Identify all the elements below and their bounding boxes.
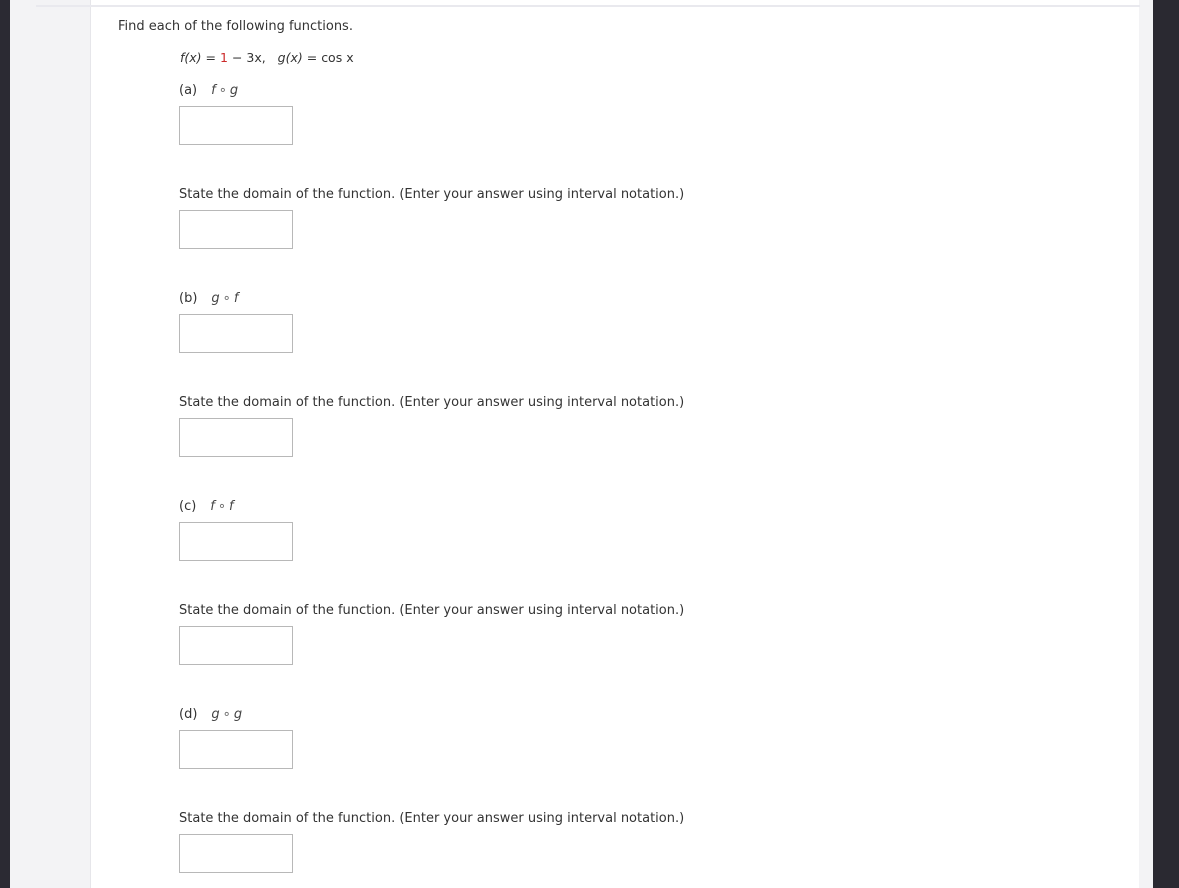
part-a-domain-prompt: State the domain of the function. (Enter your answer using interval notation.) xyxy=(179,187,685,202)
part-c-answer-input[interactable] xyxy=(179,522,293,561)
part-label-text: (d) xyxy=(179,707,198,722)
f-expression-rest: − 3x, xyxy=(227,50,266,65)
top-divider xyxy=(36,5,1140,7)
right-window-border xyxy=(1153,0,1179,888)
part-a-answer-input[interactable] xyxy=(179,106,293,145)
part-label-text: (c) xyxy=(179,499,197,514)
g-label: g(x) xyxy=(277,50,303,65)
part-d-domain-input[interactable] xyxy=(179,834,293,873)
f-expression-constant: 1 xyxy=(220,50,228,65)
part-label-text: (a) xyxy=(179,83,198,98)
part-d-label xyxy=(179,707,242,722)
part-b-label xyxy=(179,291,238,306)
part-c-domain-input[interactable] xyxy=(179,626,293,665)
left-window-border xyxy=(0,0,10,888)
part-d-domain-prompt: State the domain of the function. (Enter your answer using interval notation.) xyxy=(179,811,685,826)
equals-sign: = xyxy=(205,50,217,65)
f-label: f(x) xyxy=(180,50,202,65)
g-expression: cos x xyxy=(321,50,354,65)
part-b-answer-input[interactable] xyxy=(179,314,293,353)
function-definitions xyxy=(180,50,354,65)
question-prompt: Find each of the following functions. xyxy=(118,19,353,34)
part-d-answer-input[interactable] xyxy=(179,730,293,769)
part-label-text: (b) xyxy=(179,291,198,306)
part-b-domain-prompt: State the domain of the function. (Enter your answer using interval notation.) xyxy=(179,395,685,410)
composition-expression: f ∘ g xyxy=(211,83,239,98)
composition-expression: g ∘ f xyxy=(211,291,239,306)
composition-expression: f ∘ f xyxy=(210,499,234,514)
part-a-domain-input[interactable] xyxy=(179,210,293,249)
equals-sign: = xyxy=(306,50,318,65)
part-b-domain-input[interactable] xyxy=(179,418,293,457)
composition-expression: g ∘ g xyxy=(211,707,243,722)
part-c-domain-prompt: State the domain of the function. (Enter your answer using interval notation.) xyxy=(179,603,685,618)
part-c-label xyxy=(179,499,234,514)
part-a-label xyxy=(179,83,238,98)
